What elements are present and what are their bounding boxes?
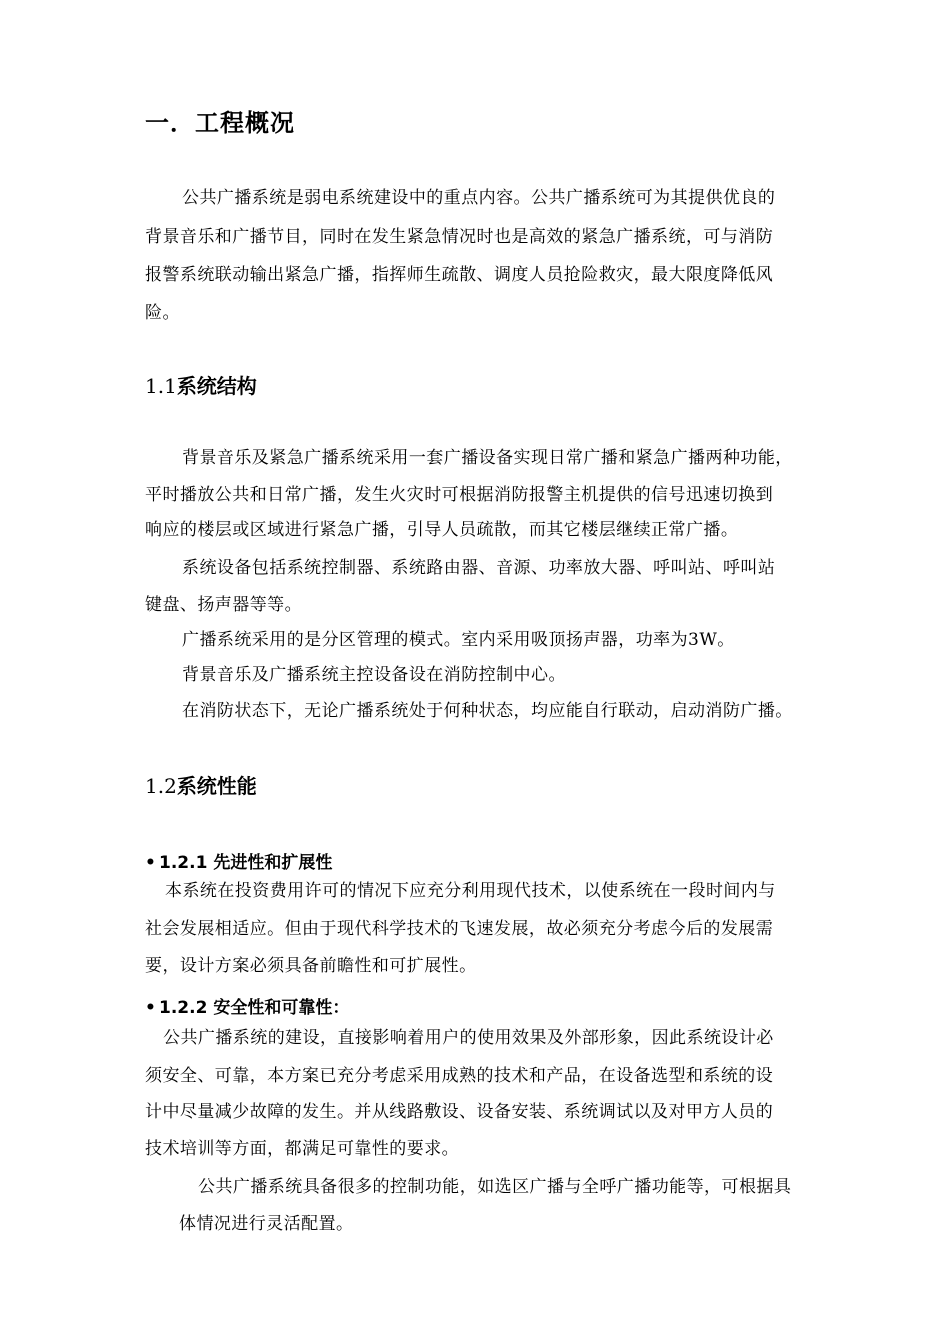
- intro-line: 报警系统联动输出紧急广播，指挥师生疏散、调度人员抢险救灾，最大限度降低风: [145, 265, 774, 285]
- subsection-title: 先进性和扩展性: [213, 853, 333, 873]
- body-line: 须安全、可靠，本方案已充分考虑采用成熟的技术和产品，在设备选型和系统的设: [145, 1066, 774, 1086]
- intro-line: 背景音乐和广播节目，同时在发生紧急情况时也是高效的紧急广播系统，可与消防: [145, 227, 774, 247]
- body-line: 背景音乐及紧急广播系统采用一套广播设备实现日常广播和紧急广播两种功能，: [182, 448, 793, 468]
- subsection-title: 安全性和可靠性：: [213, 998, 350, 1018]
- body-line: 要，设计方案必须具备前瞻性和可扩展性。: [145, 956, 477, 976]
- body-line: 公共广播系统具备很多的控制功能，如选区广播与全呼广播功能等，可根据具: [198, 1177, 792, 1197]
- intro-line: 险。: [145, 303, 180, 323]
- section-number: 1.2: [145, 774, 177, 798]
- subsection-number: 1.2.2: [159, 998, 208, 1018]
- subsection-number: 1.2.1: [159, 853, 208, 873]
- heading-engineering-overview: 一．工程概况: [145, 108, 295, 137]
- intro-line: 公共广播系统是弱电系统建设中的重点内容。公共广播系统可为其提供优良的: [182, 188, 776, 208]
- body-line: 公共广播系统的建设，直接影响着用户的使用效果及外部形象，因此系统设计必: [163, 1028, 774, 1048]
- body-line: 技术培训等方面，都满足可靠性的要求。: [145, 1139, 460, 1159]
- section-number: 1.1: [145, 374, 177, 398]
- heading-system-performance: [145, 770, 257, 799]
- body-line: 键盘、扬声器等等。: [145, 595, 303, 615]
- body-line: 计中尽量减少故障的发生。并从线路敷设、设备安装、系统调试以及对甲方人员的: [145, 1102, 774, 1122]
- body-line: 平时播放公共和日常广播，发生火灾时可根据消防报警主机提供的信号迅速切换到: [145, 485, 774, 505]
- body-line: 社会发展相适应。但由于现代科学技术的飞速发展，故必须充分考虑今后的发展需: [145, 919, 774, 939]
- body-line: 本系统在投资费用许可的情况下应充分利用现代技术，以使系统在一段时间内与: [165, 881, 776, 901]
- heading-advanced-extensibility: [145, 848, 332, 873]
- bullet-icon: •: [145, 853, 156, 873]
- body-line: 响应的楼层或区域进行紧急广播，引导人员疏散，而其它楼层继续正常广播。: [145, 520, 739, 540]
- body-line: 广播系统采用的是分区管理的模式。室内采用吸顶扬声器，功率为3W。: [182, 630, 735, 650]
- body-line: 背景音乐及广播系统主控设备设在消防控制中心。: [182, 665, 566, 685]
- body-line: 体情况进行灵活配置。: [179, 1214, 354, 1234]
- heading-security-reliability: [145, 993, 349, 1018]
- body-line: 在消防状态下，无论广播系统处于何种状态，均应能自行联动，启动消防广播。: [182, 701, 793, 721]
- section-title: 系统结构: [176, 374, 257, 398]
- body-line: 系统设备包括系统控制器、系统路由器、音源、功率放大器、呼叫站、呼叫站: [182, 558, 776, 578]
- bullet-icon: •: [145, 998, 156, 1018]
- heading-system-structure: [145, 370, 257, 399]
- section-title: 系统性能: [176, 774, 257, 798]
